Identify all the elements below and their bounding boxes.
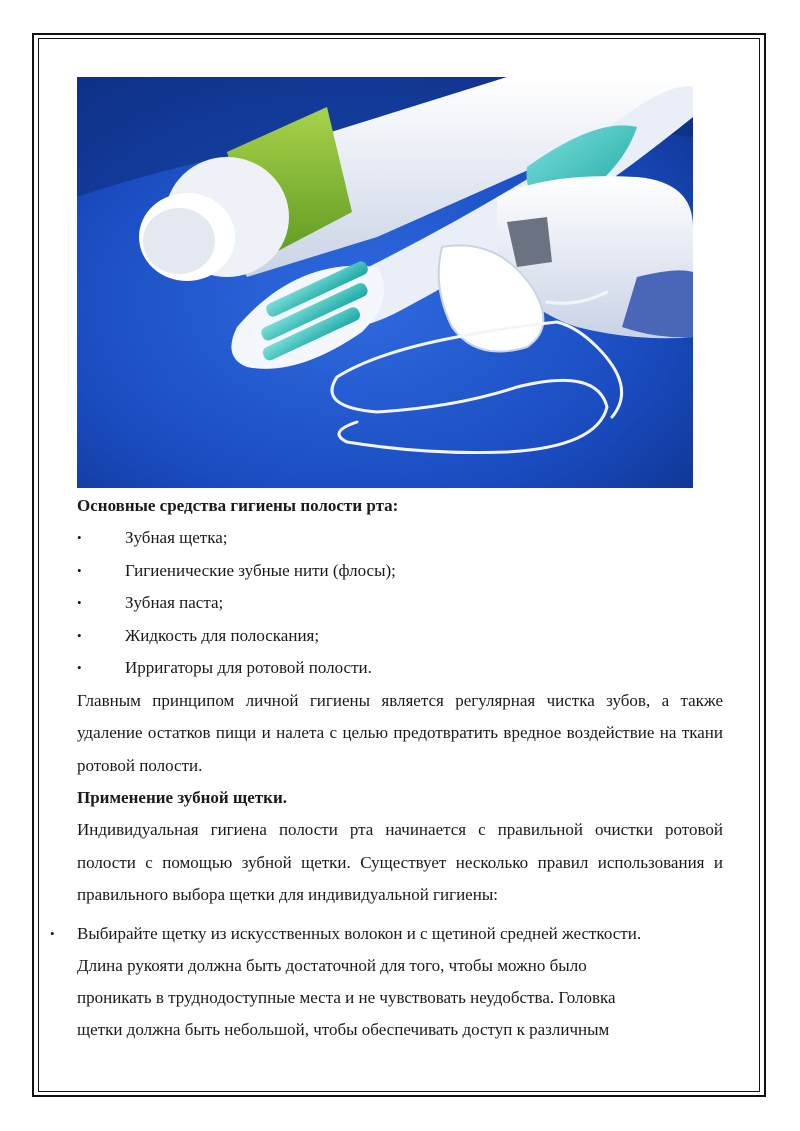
list-item-line: проникать в труднодоступные места и не чувствовать неудобства. Головка [77, 987, 616, 1007]
list-item-line: Выбирайте щетку из искусственных волокон и с щетиной средней жесткости. [77, 923, 642, 943]
paragraph: Индивидуальная гигиена полости рта начинается с правильной очистки ротовой полости с помощью зубной щетки. Существует несколько правил использования и правильного выбора щетки для индивидуальной гигиены: [77, 820, 723, 904]
list-item-text: Зубная паста; [125, 593, 224, 612]
oral-hygiene-photo [77, 77, 693, 488]
list-item-text: Зубная щетка; [125, 528, 228, 547]
list-item-line: щетки должна быть небольшой, чтобы обеспечивать доступ к различным [77, 1019, 610, 1039]
list-item-text: Жидкость для полоскания; [125, 625, 320, 645]
list-item [77, 620, 723, 653]
list-item [77, 555, 723, 588]
list-item-line: Длина рукояти должна быть достаточной для того, чтобы можно было [77, 955, 587, 975]
bullet-icon: • [50, 925, 55, 941]
list-item [77, 587, 723, 620]
list-item [77, 652, 723, 685]
bullet-icon: • [77, 562, 82, 578]
list-item-text: Ирригаторы для ротовой полости. [125, 658, 372, 677]
list-item-text: Гигиенические зубные нити (флосы); [125, 560, 396, 580]
document-body [50, 490, 723, 1046]
section-heading: Основные средства гигиены полости рта: [77, 496, 399, 515]
bullet-icon: • [77, 660, 82, 675]
section-heading: Применение зубной щетки. [77, 788, 288, 807]
list-item [77, 522, 723, 555]
bullet-icon: • [77, 530, 82, 545]
bullet-icon: • [77, 595, 82, 610]
list-item [50, 918, 723, 1046]
bullet-icon: • [77, 627, 82, 643]
paragraph: Главным принципом личной гигиены является регулярная чистка зубов, а также удаление остатков пищи и налета с целью предотвратить вредное воздействие на ткани ротовой полости. [77, 690, 723, 775]
